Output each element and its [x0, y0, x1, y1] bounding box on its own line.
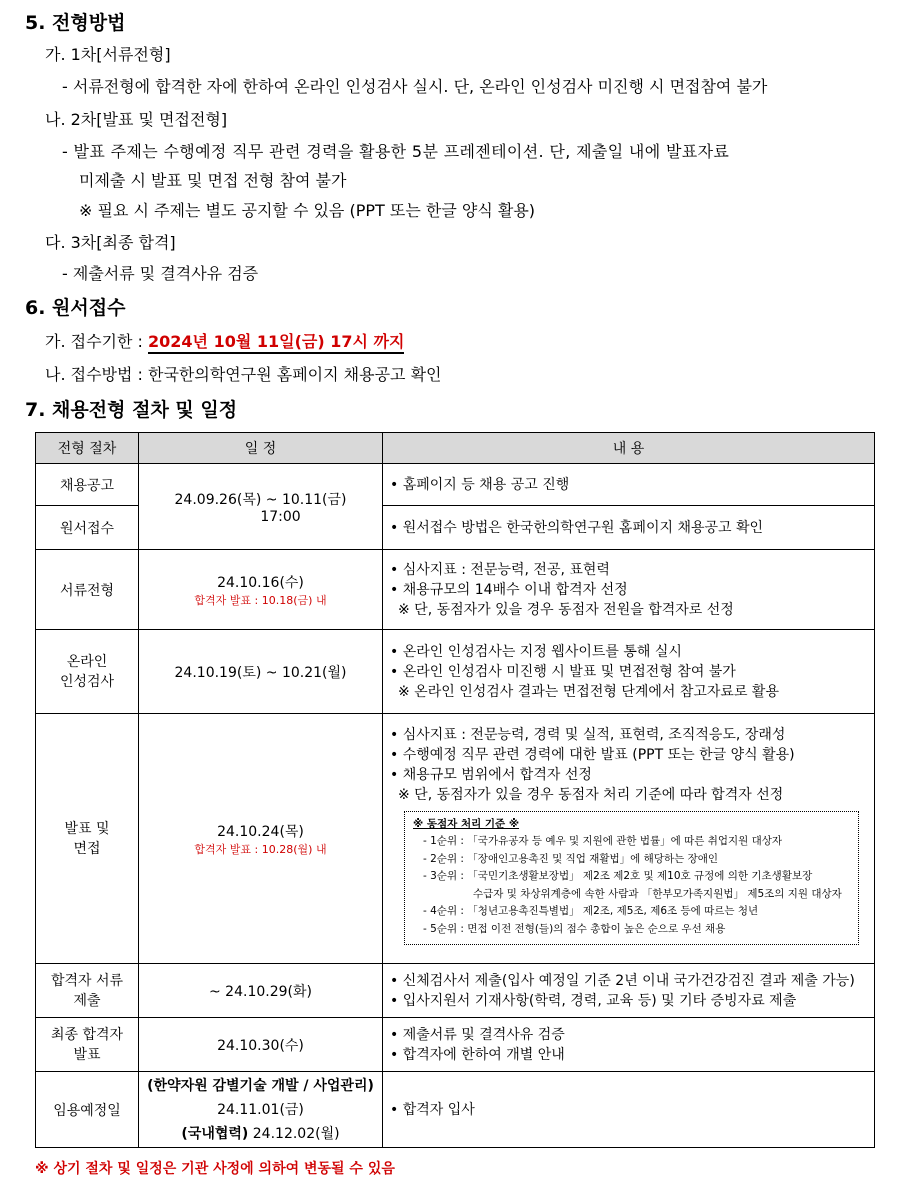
footer-note: ※ 상기 절차 및 일정은 기관 사정에 의하여 변동될 수 있음	[35, 1161, 395, 1177]
sec5-item-c-title: 다. 3차[최종 합격]	[45, 233, 176, 252]
sec6-method: 나. 접수방법 : 한국한의학연구원 홈페이지 채용공고 확인	[45, 365, 442, 384]
tie-item: - 1순위 : 「국가유공자 등 예우 및 지원에 관한 법률」에 따른 취업지원 대상자	[423, 835, 783, 848]
step-line1: 합격자 서류	[50, 972, 124, 989]
header-content: 내 용	[383, 433, 875, 464]
deadline-label: 가. 접수기한 :	[45, 332, 149, 351]
content-line: • 입사지원서 기재사항(학력, 경력, 교육 등) 및 기타 증빙자료 제출	[390, 992, 797, 1009]
date-note: 합격자 발표 : 10.28(월) 내	[194, 842, 327, 856]
content-line: • 합격자에 한하여 개별 안내	[390, 1046, 565, 1063]
sec5-item-a-title: 가. 1차[서류전형]	[45, 45, 171, 64]
step-line2: 인성검사	[59, 673, 115, 690]
merged-date-line2: 17:00	[260, 508, 301, 525]
date-cell: 24.10.30(수)	[139, 1018, 383, 1072]
tie-breaker-box	[404, 811, 859, 946]
date-bold-line: (한약자원 감별기술 개발 / 사업관리)	[147, 1077, 374, 1094]
date-line-3	[140, 1122, 381, 1146]
step-line2: 발표	[73, 1046, 101, 1063]
table-row	[36, 1018, 875, 1072]
date-cell: ~ 24.10.29(화)	[139, 964, 383, 1018]
content-note: ※ 단, 동점자가 있을 경우 동점자 전원을 합격자로 선정	[398, 601, 734, 618]
step-cell	[36, 714, 139, 964]
step-cell: 임용예정일	[36, 1072, 139, 1148]
step-cell: 원서접수	[36, 506, 139, 550]
table-row	[36, 714, 875, 964]
schedule-table	[35, 432, 875, 1148]
content-note: ※ 온라인 인성검사 결과는 면접전형 단계에서 참고자료로 활용	[398, 683, 779, 700]
content-line: • 채용규모 범위에서 합격자 선정	[390, 766, 592, 783]
header-step: 전형 절차	[36, 433, 139, 464]
sec5-item-b-title: 나. 2차[발표 및 면접전형]	[45, 110, 228, 129]
step-line2: 제출	[73, 992, 101, 1009]
date-cell	[139, 1072, 383, 1148]
content-line: • 온라인 인성검사는 지정 웹사이트를 통해 실시	[390, 643, 682, 660]
content-line: • 제출서류 및 결격사유 검증	[390, 1026, 565, 1043]
content-line: • 신체검사서 제출(입사 예정일 기준 2년 이내 국가건강검진 결과 제출 가능)	[390, 972, 855, 989]
tie-item: - 2순위 : 「장애인고용촉진 및 직업 재활법」에 해당하는 장애인	[423, 852, 718, 865]
merged-date-line1: 24.09.26(목) ~ 10.11(금)	[174, 491, 347, 508]
step-cell	[36, 630, 139, 714]
section-6-title: 6. 원서접수	[25, 297, 126, 319]
step-line1: 최종 합격자	[50, 1026, 124, 1043]
table-header-row	[36, 433, 875, 464]
sec5-item-b-text1: - 발표 주제는 수행예정 직무 관련 경력을 활용한 5분 프레젠테이션. 단, 제출일 내에 발표자료	[62, 142, 730, 161]
content-cell	[383, 506, 875, 550]
sec6-deadline	[45, 329, 404, 352]
content-line: • 합격자 입사	[390, 1101, 475, 1118]
tie-item: 수급자 및 차상위계층에 속한 사람과 「한부모가족지원법」 제5조의 지원 대상자	[473, 887, 842, 900]
table-row	[36, 964, 875, 1018]
date-cell	[139, 714, 383, 964]
tie-breaker-title: ※ 동점자 처리 기준 ※	[413, 817, 520, 830]
content-line: • 수행예정 직무 관련 경력에 대한 발표 (PPT 또는 한글 양식 활용)	[390, 746, 795, 763]
sec5-item-a-text: - 서류전형에 합격한 자에 한하여 온라인 인성검사 실시. 단, 온라인 인성검사 미진행 시 면접참여 불가	[62, 77, 768, 96]
content-cell	[383, 630, 875, 714]
date-bold-label: (국내협력)	[181, 1125, 249, 1142]
content-cell	[383, 550, 875, 630]
header-date: 일 정	[139, 433, 383, 464]
sec5-item-b-text2: 미제출 시 발표 및 면접 전형 참여 불가	[79, 171, 347, 190]
section-5-title: 5. 전형방법	[25, 12, 126, 34]
step-line2: 면접	[73, 840, 101, 857]
sec5-item-b-note: ※ 필요 시 주제는 별도 공지할 수 있음 (PPT 또는 한글 양식 활용)	[79, 201, 536, 220]
content-cell	[383, 464, 875, 506]
table-row	[36, 464, 875, 506]
step-cell	[36, 964, 139, 1018]
tie-item: - 3순위 : 「국민기초생활보장법」 제2조 제2호 및 제10호 규정에 의한 기초생활보장	[423, 870, 813, 883]
content-line: • 홈페이지 등 채용 공고 진행	[390, 476, 570, 493]
date-value: 24.12.02(월)	[248, 1125, 340, 1142]
date-text: 24.10.16(수)	[217, 574, 304, 591]
step-cell	[36, 1018, 139, 1072]
step-cell: 채용공고	[36, 464, 139, 506]
content-line: • 원서접수 방법은 한국한의학연구원 홈페이지 채용공고 확인	[390, 519, 764, 536]
content-line: • 심사지표 : 전문능력, 전공, 표현력	[390, 561, 610, 578]
table-row	[36, 550, 875, 630]
content-cell	[383, 1072, 875, 1148]
content-line: • 온라인 인성검사 미진행 시 발표 및 면접전형 참여 불가	[390, 663, 736, 680]
content-note: ※ 단, 동점자가 있을 경우 동점자 처리 기준에 따라 합격자 선정	[398, 786, 784, 803]
section-7-title: 7. 채용전형 절차 및 일정	[25, 399, 238, 421]
step-line1: 발표 및	[64, 820, 110, 837]
step-line1: 온라인	[66, 653, 108, 670]
content-line: • 심사지표 : 전문능력, 경력 및 실적, 표현력, 조직적응도, 장래성	[390, 726, 786, 743]
content-cell	[383, 714, 875, 964]
date-note: 합격자 발표 : 10.18(금) 내	[194, 593, 327, 607]
table-row	[36, 1072, 875, 1148]
content-cell	[383, 964, 875, 1018]
date-cell-merged	[139, 464, 383, 550]
content-cell	[383, 1018, 875, 1072]
step-cell: 서류전형	[36, 550, 139, 630]
tie-item: - 4순위 : 「청년고용촉진특별법」 제2조, 제5조, 제6조 등에 따르는 청년	[423, 905, 759, 918]
date-line: 24.11.01(금)	[217, 1101, 304, 1118]
content-line: • 채용규모의 14배수 이내 합격자 선정	[390, 581, 628, 598]
sec5-item-c-text: - 제출서류 및 결격사유 검증	[62, 264, 259, 283]
table-row	[36, 630, 875, 714]
date-cell: 24.10.19(토) ~ 10.21(월)	[139, 630, 383, 714]
date-cell	[139, 550, 383, 630]
deadline-value: 2024년 10월 11일(금) 17시 까지	[148, 332, 404, 354]
tie-item: - 5순위 : 면접 이전 전형(들)의 점수 총합이 높은 순으로 우선 채용	[423, 922, 726, 935]
date-text: 24.10.24(목)	[217, 823, 304, 840]
